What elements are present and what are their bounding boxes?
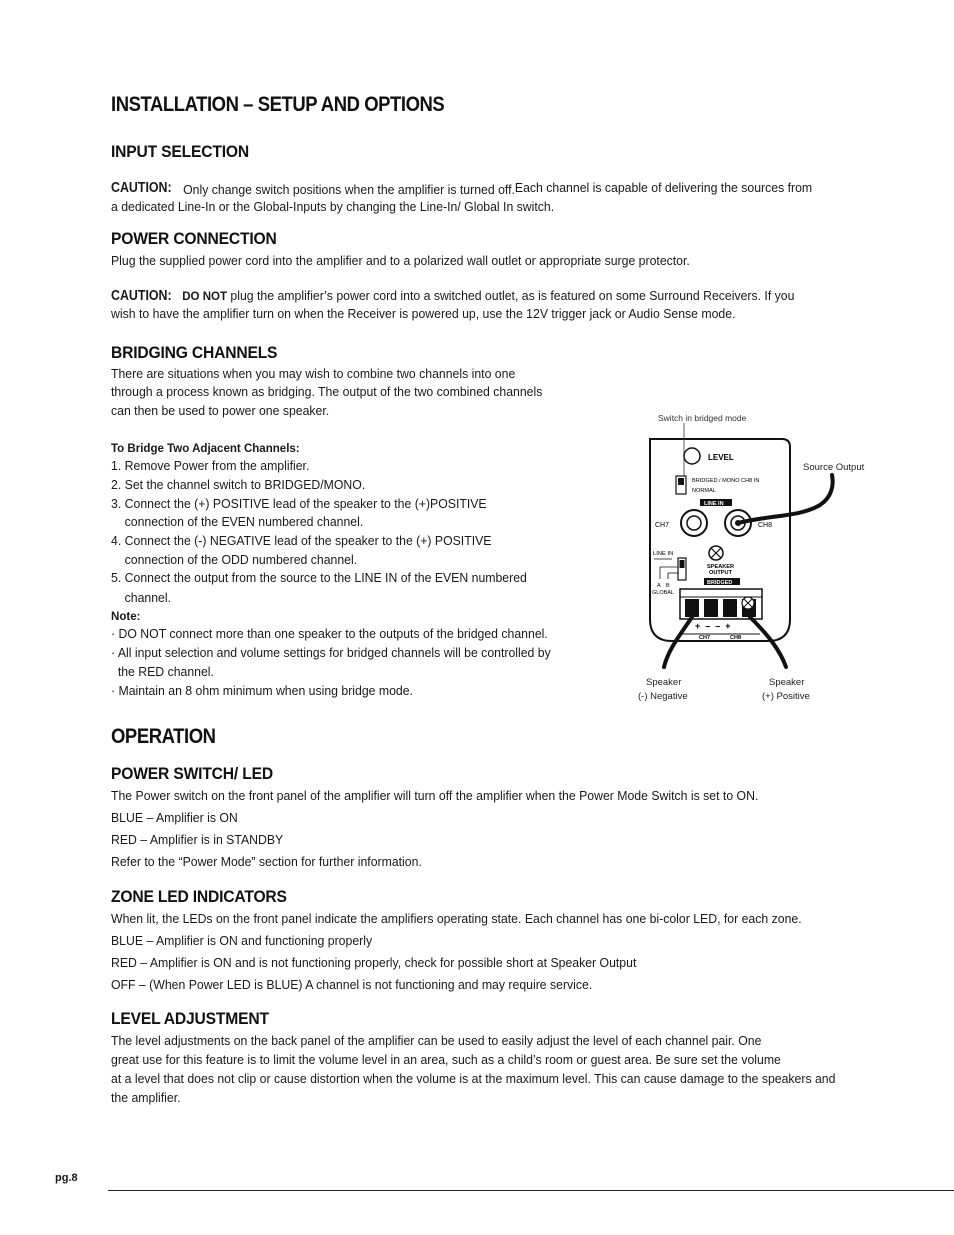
bridging-intro-3: can then be used to power one speaker. xyxy=(111,403,330,418)
source-output-label: Source Output xyxy=(803,462,865,473)
bridging-step: 5. Connect the output from the source to the LINE IN of the EVEN numbered xyxy=(111,570,527,585)
line-in-label: LINE IN xyxy=(653,551,674,557)
power-switch-line: The Power switch on the front panel of the amplifier will turn off the amplifier when the Power Mode Switch is set to ON. xyxy=(111,788,759,803)
speaker-output-label: SPEAKER xyxy=(707,564,735,570)
bridging-note: · Maintain an 8 ohm minimum when using bridge mode. xyxy=(111,683,413,698)
svg-text:B: B xyxy=(666,583,670,589)
bridging-note: the RED channel. xyxy=(111,664,214,679)
speaker-positive-polarity: (+) Positive xyxy=(762,691,810,702)
terminal-polarity: + – – + xyxy=(695,621,731,631)
bridged-mono-label: BRIDGED / MONO CH8 IN xyxy=(692,478,760,484)
bridging-step: 1. Remove Power from the amplifier. xyxy=(111,458,310,473)
heading-power-switch-led: POWER SWITCH/ LED xyxy=(111,764,273,783)
power-connection-caution-line2: wish to have the amplifier turn on when the Receiver is powered up, use the 12V trigger jack or Audio Sense mode. xyxy=(111,306,736,321)
power-switch-line: BLUE – Amplifier is ON xyxy=(111,810,238,825)
heading-zone-led-indicators: ZONE LED INDICATORS xyxy=(111,887,287,906)
bridging-note: · DO NOT connect more than one speaker to the outputs of the bridged channel. xyxy=(111,626,548,641)
bridging-step: connection of the EVEN numbered channel. xyxy=(111,514,364,529)
level-line: great use for this feature is to limit the volume level in an area, such as a child’s room or guest area. Be sure set the volume xyxy=(111,1052,781,1067)
section-title-operation: OPERATION xyxy=(111,725,216,748)
power-switch-line: Refer to the “Power Mode” section for further information. xyxy=(111,854,422,869)
power-connection-line1: Plug the supplied power cord into the amplifier and to a polarized wall outlet or appropriate surge protector. xyxy=(111,253,690,268)
caution-rest: plug the amplifier’s power cord into a switched outlet, as is featured on some Surround Receivers. If you xyxy=(230,288,795,303)
level-line: at a level that does not clip or cause distortion when the volume is at the maximum level. This can cause damage to the speakers and xyxy=(111,1071,836,1086)
speaker-positive-label: Speaker xyxy=(769,677,805,688)
level-line: the amplifier. xyxy=(111,1090,181,1105)
caution-text: Only change switch positions when the amplifier is turned off. xyxy=(183,182,515,197)
power-connection-caution xyxy=(111,287,794,306)
level-line: The level adjustments on the back panel of the amplifier can be used to easily adjust the level of each channel pair. One xyxy=(111,1033,762,1048)
bridging-step: 4. Connect the (-) NEGATIVE lead of the speaker to the (+) POSITIVE xyxy=(111,533,492,548)
zone-led-line: BLUE – Amplifier is ON and functioning properly xyxy=(111,933,373,948)
speaker-negative-polarity: (-) Negative xyxy=(638,691,688,702)
caution-label: CAUTION: xyxy=(111,180,172,196)
ch8-bottom-label: CH8 xyxy=(730,635,742,641)
ch7-label: CH7 xyxy=(655,522,670,529)
bridging-intro-1: There are situations when you may wish to combine two channels into one xyxy=(111,366,516,381)
bridging-step: connection of the ODD numbered channel. xyxy=(111,552,358,567)
bridge-wiring-diagram xyxy=(620,405,890,705)
input-selection-line2: a dedicated Line-In or the Global-Inputs by changing the Line-In/ Global In switch. xyxy=(111,199,555,214)
level-knob xyxy=(684,448,700,464)
note-title: Note: xyxy=(111,609,141,623)
section-title-installation: INSTALLATION – SETUP AND OPTIONS xyxy=(111,93,445,116)
ch8-label: CH8 xyxy=(758,522,773,529)
svg-text:OUTPUT: OUTPUT xyxy=(709,570,732,576)
svg-text:BRIDGED: BRIDGED xyxy=(707,580,733,586)
level-label: LEVEL xyxy=(708,453,734,462)
heading-bridging-channels: BRIDGING CHANNELS xyxy=(111,343,278,362)
caution-label: CAUTION: xyxy=(111,288,172,304)
input-selection-caution-line xyxy=(111,179,812,198)
zone-led-line: RED – Amplifier is ON and is not functioning properly, check for possible short at Speaker Output xyxy=(111,955,637,970)
bridging-step: 3. Connect the (+) POSITIVE lead of the speaker to the (+)POSITIVE xyxy=(111,496,487,511)
speaker-negative-label: Speaker xyxy=(646,677,682,688)
bridging-steps-title: To Bridge Two Adjacent Channels: xyxy=(111,441,300,455)
bridging-step: 2. Set the channel switch to BRIDGED/MONO. xyxy=(111,477,366,492)
svg-text:A: A xyxy=(657,583,661,589)
page-number: pg.8 xyxy=(55,1172,78,1184)
footer-rule xyxy=(108,1190,954,1191)
normal-label: NORMAL xyxy=(692,488,716,494)
heading-level-adjustment: LEVEL ADJUSTMENT xyxy=(111,1009,269,1028)
heading-input-selection: INPUT SELECTION xyxy=(111,142,250,161)
svg-text:LINE IN: LINE IN xyxy=(704,501,724,507)
ch7-bottom-label: CH7 xyxy=(699,635,711,641)
global-label: GLOBAL xyxy=(652,590,675,596)
zone-led-line: When lit, the LEDs on the front panel indicate the amplifiers operating state. Each channel has one bi-color LED, for each zone. xyxy=(111,911,802,926)
do-not-text: DO NOT xyxy=(182,289,228,303)
zone-led-line: OFF – (When Power LED is BLUE) A channel is not functioning and may require service. xyxy=(111,977,593,992)
heading-power-connection: POWER CONNECTION xyxy=(111,229,277,248)
input-selection-text: Each channel is capable of delivering the sources from xyxy=(514,180,813,195)
switch-label: Switch in bridged mode xyxy=(658,413,747,423)
power-switch-line: RED – Amplifier is in STANDBY xyxy=(111,832,284,847)
bridging-intro-2: through a process known as bridging. The output of the two combined channels xyxy=(111,384,543,399)
bridging-step: channel. xyxy=(111,590,171,605)
bridging-note: · All input selection and volume settings for bridged channels will be controlled by xyxy=(111,645,551,660)
